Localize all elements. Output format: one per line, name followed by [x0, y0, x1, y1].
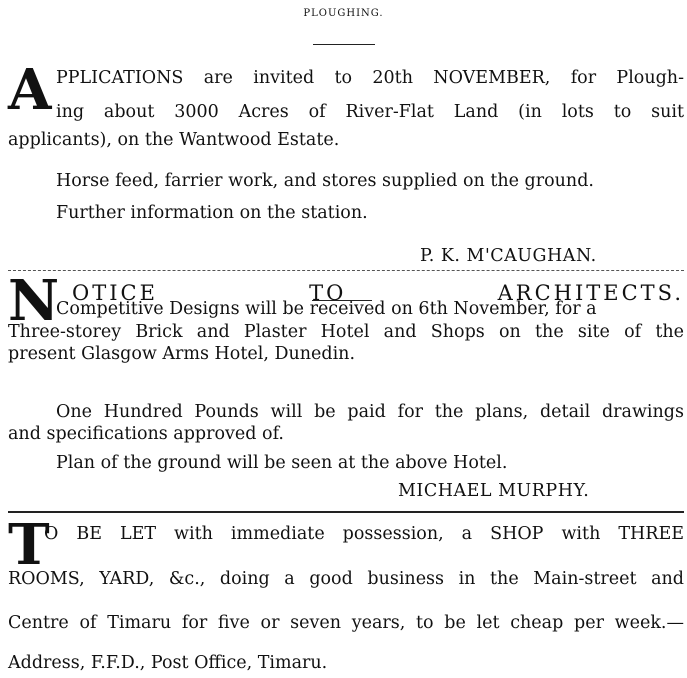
architects-signature: MICHAEL MURPHY.: [398, 481, 590, 501]
ploughing-heading: PLOUGHING.: [303, 8, 384, 19]
ploughing-signature: P. K. M'CAUGHAN.: [420, 246, 597, 266]
to-be-let-line-3: Centre of Timaru for five or seven years, to be let cheap per week.—: [8, 613, 684, 633]
to-be-let-dropcap: T: [8, 512, 50, 578]
ploughing-line-3: applicants), on the Wantwood Estate.: [8, 130, 340, 150]
to-be-let-line-2: ROOMS, YARD, &c., doing a good business in the Main-street and: [8, 569, 684, 589]
ploughing-line-4: Horse feed, farrier work, and stores supplied on the ground.: [56, 171, 594, 191]
architects-line-4: One Hundred Pounds will be paid for the plans, detail drawings: [56, 402, 684, 422]
advertisement-separator-1: [8, 270, 684, 271]
architects-heading: OTICE TO ARCHITECTS.: [72, 281, 684, 305]
to-be-let-line-4: Address, F.F.D., Post Office, Timaru.: [8, 653, 328, 673]
ploughing-line-2: ing about 3000 Acres of River-Flat Land (in lots to suit: [56, 102, 684, 122]
architects-line-3: present Glasgow Arms Hotel, Dunedin.: [8, 344, 356, 364]
ploughing-line-5: Further information on the station.: [56, 203, 368, 223]
to-be-let-line-1: O BE LET with immediate possession, a SHOP with THREE: [44, 524, 684, 544]
architects-line-5: and specifications approved of.: [8, 424, 284, 444]
architects-line-2: Three-storey Brick and Plaster Hotel and Shops on the site of the: [8, 322, 684, 342]
ploughing-heading-rule: [313, 44, 375, 45]
ploughing-line-1: PPLICATIONS are invited to 20th NOVEMBER, for Plough-: [56, 68, 684, 88]
advertisement-separator-2: [8, 511, 684, 513]
architects-line-1: Competitive Designs will be received on 6th November, for a: [56, 299, 597, 319]
ploughing-dropcap: A: [8, 57, 52, 123]
architects-line-6: Plan of the ground will be seen at the above Hotel.: [56, 453, 508, 473]
architects-dropcap: N: [8, 268, 60, 334]
